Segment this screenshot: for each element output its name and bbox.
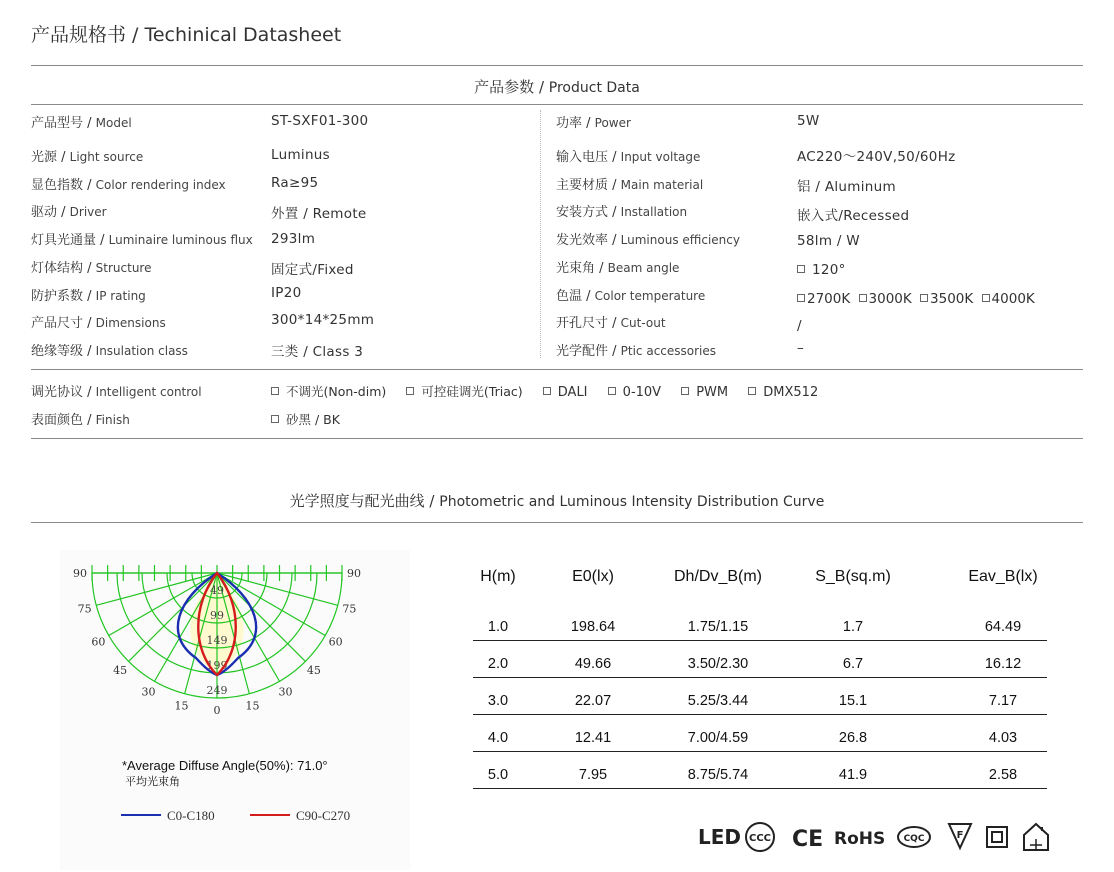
- average-beam-angle-cn: 平均光束角: [125, 775, 180, 788]
- checkbox-icon: [271, 387, 279, 395]
- spec-value: Ra≥95: [271, 175, 319, 191]
- finish-label: 表面颜色 / Finish: [31, 413, 130, 428]
- spec-value: 58lm / W: [797, 233, 860, 249]
- svg-text:CCC: CCC: [748, 833, 772, 844]
- table-cell: 1.7: [842, 619, 864, 635]
- color-temp-option: 3500K: [920, 291, 973, 307]
- checkbox-icon: [681, 387, 689, 395]
- color-temp-options: [797, 291, 1035, 307]
- angle-label: 60: [91, 635, 106, 649]
- spec-value: 300*14*25mm: [271, 312, 375, 328]
- legend-swatch: [121, 814, 161, 816]
- color-temp-option: 2700K: [797, 291, 850, 307]
- table-cell: 5.0: [487, 767, 509, 783]
- table-cell: 22.07: [574, 693, 612, 709]
- checkbox-icon: [859, 294, 867, 302]
- ccc-mark: [746, 823, 774, 851]
- f-mark: [949, 824, 971, 848]
- angle-label: 60: [328, 635, 343, 649]
- angle-label: 15: [245, 699, 260, 713]
- divider: [31, 104, 1083, 105]
- table-header: H(m): [480, 568, 516, 585]
- intensity-label: 99: [210, 609, 224, 622]
- table-header: S_B(sq.m): [815, 568, 891, 585]
- table-cell: 26.8: [838, 730, 868, 746]
- table-cell: 2.58: [988, 767, 1018, 783]
- table-row: [473, 619, 1047, 655]
- control-label: 调光协议 / Intelligent control: [31, 385, 202, 400]
- svg-text:RoHS: RoHS: [834, 829, 886, 849]
- table-row: [473, 656, 1047, 692]
- led-mark: [698, 825, 741, 849]
- checkbox-icon: [543, 387, 551, 395]
- control-option: DMX512: [748, 385, 818, 400]
- table-header: E0(lx): [572, 568, 614, 585]
- angle-label: 90: [347, 567, 361, 580]
- product-data-title-en: Product Data: [548, 80, 640, 96]
- spec-label: 主要材质 / Main material: [556, 178, 704, 193]
- column-divider: [540, 110, 541, 358]
- angle-label: 30: [141, 685, 156, 699]
- angle-label: 30: [278, 685, 293, 699]
- table-rule: [473, 714, 1047, 715]
- table-cell: 3.50/2.30: [687, 656, 749, 672]
- angle-label: 75: [77, 602, 92, 616]
- table-cell: 64.49: [984, 619, 1022, 635]
- spec-value: Luminus: [271, 147, 330, 163]
- spec-label: 产品尺寸 / Dimensions: [31, 316, 166, 331]
- checkbox-icon: [406, 387, 414, 395]
- table-cell: 8.75/5.74: [687, 767, 749, 783]
- checkbox-icon: [920, 294, 928, 302]
- control-option: 0-10V: [608, 385, 661, 400]
- spec-label: 显色指数 / Color rendering index: [31, 178, 226, 193]
- spec-value: IP20: [271, 285, 302, 301]
- intensity-label: 199: [206, 659, 228, 672]
- spec-label: 输入电压 / Input voltage: [556, 150, 701, 165]
- spec-label: 色温 / Color temperature: [556, 289, 706, 304]
- table-cell: 6.7: [842, 656, 864, 672]
- table-row: [473, 693, 1047, 729]
- spec-label: 驱动 / Driver: [31, 205, 107, 220]
- spec-label: 光学配件 / Ptic accessories: [556, 344, 717, 359]
- spec-label: 功率 / Power: [556, 116, 631, 131]
- control-option: 不调光(Non-dim): [271, 385, 386, 400]
- intensity-label: 249: [206, 684, 228, 697]
- spec-value: 120°: [797, 262, 846, 278]
- certification-marks: [696, 818, 1056, 854]
- svg-text:LED: LED: [698, 825, 742, 849]
- table-cell: 49.66: [574, 656, 612, 672]
- table-cell: 41.9: [838, 767, 868, 783]
- spec-label: 开孔尺寸 / Cut-out: [556, 316, 666, 331]
- spec-value: 三类 / Class 3: [271, 344, 364, 360]
- table-cell: 1.0: [487, 619, 509, 635]
- angle-label: 0: [213, 704, 221, 717]
- spec-value: /: [797, 318, 802, 334]
- spec-label: 绝缘等级 / Insulation class: [31, 344, 188, 359]
- checkbox-icon: [608, 387, 616, 395]
- table-cell: 16.12: [984, 656, 1022, 672]
- table-rule: [473, 640, 1047, 641]
- table-cell: 15.1: [838, 693, 868, 709]
- svg-text:CQC: CQC: [903, 834, 925, 844]
- color-temp-option: 4000K: [982, 291, 1035, 307]
- spec-value: 外置 / Remote: [271, 206, 367, 222]
- document-title: 产品规格书 / Techinical Datasheet: [31, 24, 342, 46]
- table-rule: [473, 677, 1047, 678]
- checkbox-icon: [271, 415, 279, 423]
- table-row: [473, 767, 1047, 803]
- legend-swatch: [250, 814, 290, 816]
- ce-mark: [792, 827, 823, 852]
- checkbox-icon: [797, 265, 805, 273]
- spec-value: –: [797, 340, 805, 356]
- table-header-row: [473, 568, 1047, 604]
- table-cell: 198.64: [570, 619, 616, 635]
- spec-value: 5W: [797, 113, 820, 129]
- checkbox-icon: [797, 294, 805, 302]
- divider: [31, 522, 1083, 523]
- finish-option: 砂黑 / BK: [271, 413, 340, 428]
- table-cell: 3.0: [487, 693, 509, 709]
- photometric-title: 光学照度与配光曲线 / Photometric and Luminous Intensity Distribution Curve: [289, 492, 825, 510]
- polar-diagram-panel: [60, 550, 410, 870]
- spec-value: 293lm: [271, 231, 316, 247]
- spec-value: 铝 / Aluminum: [797, 179, 896, 195]
- spec-label: 灯体结构 / Structure: [31, 261, 152, 276]
- angle-label: 45: [306, 663, 321, 677]
- indoor-use-mark: [1024, 824, 1048, 850]
- table-header: Eav_B(lx): [968, 568, 1038, 585]
- spec-label: 产品型号 / Model: [31, 116, 132, 131]
- svg-text:F: F: [956, 830, 964, 841]
- angle-label: 75: [342, 602, 357, 616]
- checkbox-icon: [982, 294, 990, 302]
- spec-label: 安装方式 / Installation: [556, 205, 688, 220]
- svg-text:CE: CE: [792, 827, 824, 852]
- control-option: DALI: [543, 385, 588, 400]
- control-option: PWM: [681, 385, 728, 400]
- divider: [31, 65, 1083, 66]
- rohs-mark: [834, 829, 885, 849]
- table-cell: 1.75/1.15: [687, 619, 749, 635]
- table-cell: 4.0: [487, 730, 509, 746]
- legend-item-c0: C0-C180: [121, 808, 215, 824]
- angle-label: 15: [174, 699, 189, 713]
- spec-label: 光源 / Light source: [31, 150, 144, 165]
- color-temp-option: 3000K: [859, 291, 912, 307]
- table-cell: 5.25/3.44: [687, 693, 749, 709]
- spec-label: 光束角 / Beam angle: [556, 261, 680, 276]
- intensity-label: 49: [210, 584, 224, 597]
- polar-intensity-diagram: [60, 550, 410, 750]
- spec-value: AC220～240V,50/60Hz: [797, 149, 956, 165]
- legend-item-c90: C90-C270: [250, 808, 350, 824]
- table-cell: 12.41: [574, 730, 612, 746]
- spec-value: 嵌入式/Recessed: [797, 208, 910, 224]
- angle-label: 90: [73, 567, 87, 580]
- table-cell: 7.95: [578, 767, 608, 783]
- spec-label: 灯具光通量 / Luminaire luminous flux: [31, 233, 253, 248]
- spec-value: ST-SXF01-300: [271, 113, 369, 129]
- divider: [31, 369, 1083, 370]
- spec-label: 防护系数 / IP rating: [31, 289, 146, 304]
- intensity-label: 149: [206, 634, 228, 647]
- table-cell: 4.03: [988, 730, 1018, 746]
- product-data-title: [31, 76, 1083, 97]
- angle-label: 45: [113, 663, 128, 677]
- product-data-title-cn: 产品参数 /: [474, 78, 544, 96]
- spec-value: 固定式/Fixed: [271, 262, 354, 278]
- class-ii-mark: [987, 827, 1007, 847]
- table-rule: [473, 788, 1047, 789]
- table-header: Dh/Dv_B(m): [673, 568, 762, 585]
- average-diffuse-angle-note: *Average Diffuse Angle(50%): 71.0°: [122, 758, 328, 773]
- cqc-mark: [898, 827, 930, 847]
- finish-options: [271, 410, 356, 428]
- control-options: [271, 382, 834, 400]
- spec-label: 发光效率 / Luminous efficiency: [556, 233, 740, 248]
- table-cell: 7.00/4.59: [687, 730, 749, 746]
- table-cell: 7.17: [988, 693, 1018, 709]
- checkbox-icon: [748, 387, 756, 395]
- table-row: [473, 730, 1047, 766]
- divider: [31, 438, 1083, 439]
- table-rule: [473, 751, 1047, 752]
- control-option: 可控硅调光(Triac): [406, 385, 522, 400]
- table-cell: 2.0: [487, 656, 509, 672]
